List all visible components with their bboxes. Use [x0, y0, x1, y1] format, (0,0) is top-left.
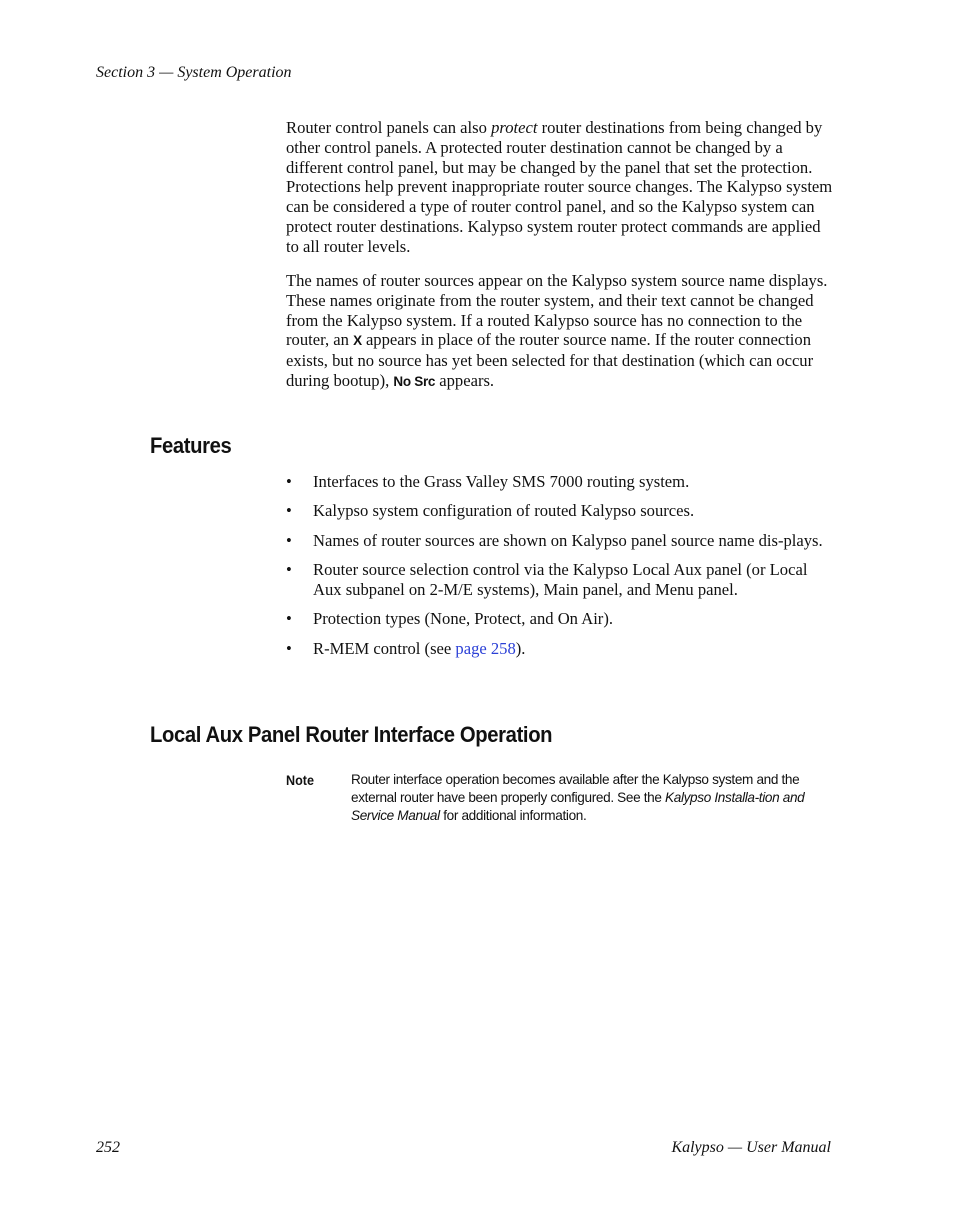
bullet-icon: • — [286, 501, 292, 521]
list-item-text: ). — [515, 638, 526, 658]
note-label: Note — [286, 772, 315, 788]
bullet-icon: • — [286, 638, 292, 658]
intro-text: The names of router sources appear on the Kalypso system source name displays. These names originate from the router system, and their text cannot be changed from the Kalypso system. If a routed Kalypso source has no connection to the router, an — [286, 271, 828, 350]
list-item — [286, 472, 834, 492]
list-item — [286, 531, 834, 551]
manual-reference: Kalypso Installa-tion and Service Manual — [351, 790, 805, 823]
footer-manual-title: Kalypso — User Manual — [671, 1139, 831, 1156]
list-item-text: Names of router sources are shown on Kalypso panel source name dis-plays. — [313, 530, 823, 550]
bullet-icon: • — [286, 609, 292, 629]
features-heading: Features — [150, 433, 232, 458]
intro-text: router destinations from being changed by other control panels. A protected router destination cannot be changed by a different control panel, but may be changed by the panel that set the protection. Protections help prevent inappropriate router source changes. The Kalypso system can be considered a type of router control panel, and so the Kalypso system can protect router destinations. Kalypso system router protect commands are applied to all router levels. — [286, 118, 833, 256]
bullet-icon: • — [286, 472, 292, 491]
bullet-icon: • — [286, 560, 292, 580]
display-text-no-src: No Src — [393, 373, 436, 389]
page-258-link[interactable]: page 258 — [455, 638, 516, 658]
running-header: Section 3 — System Operation — [96, 64, 292, 81]
list-item-text: R-MEM control (see — [313, 638, 456, 658]
note-text — [351, 771, 831, 825]
emphasis-protect: protect — [491, 118, 538, 137]
list-item — [286, 560, 834, 600]
list-item-text: Interfaces to the Grass Valley SMS 7000 routing system. — [313, 472, 690, 491]
features-list — [286, 472, 834, 668]
intro-text: appears. — [435, 370, 495, 390]
note-text-part: for additional information. — [439, 808, 587, 823]
intro-text: Router control panels can also — [286, 118, 492, 137]
page-number: 252 — [96, 1139, 120, 1156]
list-item-text: Router source selection control via the Kalypso Local Aux panel (or Local Aux subpanel on 2-M/E systems), Main panel, and Menu panel. — [313, 560, 808, 599]
intro-paragraph-source-names — [286, 271, 834, 392]
list-item-text: Kalypso system configuration of routed Kalypso sources. — [313, 501, 695, 521]
list-item-text: Protection types (None, Protect, and On Air). — [313, 609, 614, 629]
list-item — [286, 639, 834, 659]
local-aux-heading: Local Aux Panel Router Interface Operation — [150, 722, 553, 747]
display-text-x: X — [353, 333, 362, 349]
list-item — [286, 501, 834, 521]
intro-text: appears in place of the router source name. If the router connection exists, but no source has yet been selected for that destination (which can occur during bootup), — [286, 330, 814, 390]
bullet-icon: • — [286, 530, 292, 550]
list-item — [286, 609, 834, 629]
note-text-part: Router interface operation becomes available after the Kalypso system and the external router have been properly configured. See the — [351, 772, 800, 805]
intro-paragraph-protect — [286, 118, 834, 257]
